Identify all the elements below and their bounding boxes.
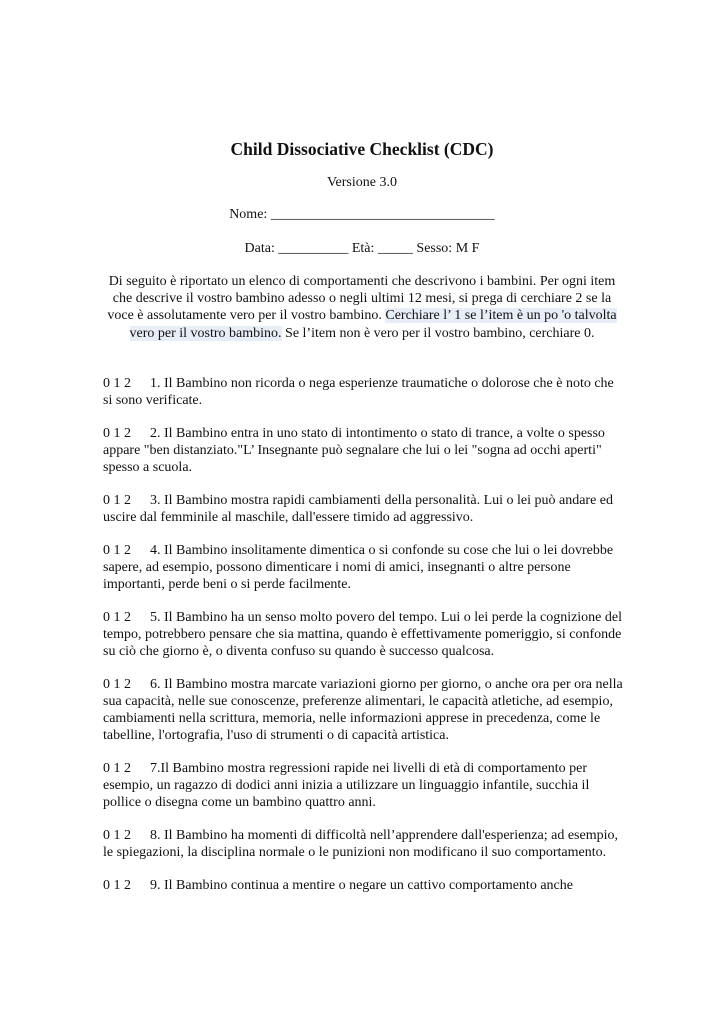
score-options: 0 1 2	[103, 426, 131, 441]
item-text: 6. Il Bambino mostra marcate variazioni giorno per giorno, o anche ora per ora nella sua capacità, nelle sue conoscenze, preferenze alimentari, le capacità atletiche, ad esempio, cambiamenti nella scrittura, memoria, nelle informazioni apprese in precedenza, come le tabelline, l'ortografia, l'uso di strumenti o di capacità artistica.	[103, 677, 623, 743]
name-field-line: Nome: ________________________________	[229, 207, 495, 222]
item-text: 2. Il Bambino entra in uno stato di intontimento o stato di trance, a volte o spesso appare "ben distanziato."L’ Insegnante può segnalare che lui o lei "sogna ad occhi aperti" spesso a scuola.	[103, 426, 605, 475]
item-text: 7.Il Bambino mostra regressioni rapide nei livelli di età di comportamento per esempio, un ragazzo di dodici anni inizia a utilizzare un linguaggio infantile, succhia il pollice o disegna come un bambino quattro anni.	[103, 761, 590, 810]
item-text: 5. Il Bambino ha un senso molto povero del tempo. Lui o lei perde la cognizione del tempo, potrebbero pensare che sia mattina, quando è effettivamente pomeriggio, si confonde su ciò che giorno è, o diventa confuso su quando è successo qualcosa.	[103, 610, 623, 659]
item-text: 3. Il Bambino mostra rapidi cambiamenti della personalità. Lui o lei può andare ed uscire dal femminile al maschile, dall'essere timido ad aggressivo.	[103, 493, 614, 525]
score-options: 0 1 2	[103, 761, 131, 776]
checklist-item-9	[103, 877, 623, 894]
checklist-item-8	[103, 827, 623, 861]
score-options: 0 1 2	[103, 493, 131, 508]
checklist-item-5	[103, 609, 623, 660]
checklist-item-2	[103, 425, 623, 476]
score-options: 0 1 2	[103, 543, 131, 558]
item-text: 1. Il Bambino non ricorda o nega esperienze traumatiche o dolorose che è noto che si sono verificate.	[103, 376, 614, 408]
date-age-sex-line: Data: __________ Età: _____ Sesso: M F	[244, 241, 480, 256]
highlighted-instruction: Cerchiare l’ 1 se l’item è un po 'o talvolta vero per il vostro bambino.	[129, 308, 617, 341]
score-options: 0 1 2	[103, 376, 131, 391]
document-title: Child Dissociative Checklist (CDC)	[230, 139, 494, 159]
score-options: 0 1 2	[103, 677, 131, 692]
checklist-item-6	[103, 676, 623, 744]
version-label: Versione 3.0	[327, 175, 397, 190]
score-options: 0 1 2	[103, 878, 131, 893]
instructions-text: Di seguito è riportato un elenco di comportamenti che descrivono i bambini. Per ogni item che descrive il vostro bambino adesso o negli ultimi 12 mesi, si prega di cerchiare 2 se la voce è assolutamente vero per il vostro bambino.	[107, 274, 616, 324]
item-text: 9. Il Bambino continua a mentire o negare un cattivo comportamento anche	[150, 878, 573, 893]
checklist-item-3	[103, 492, 623, 526]
instructions-text-end: Se l’item non è vero per il vostro bambino, cerchiare 0.	[281, 325, 595, 341]
checklist-item-7	[103, 760, 623, 811]
score-options: 0 1 2	[103, 610, 131, 625]
score-options: 0 1 2	[103, 828, 131, 843]
checklist-item-1	[103, 375, 623, 409]
item-text: 4. Il Bambino insolitamente dimentica o si confonde su cose che lui o lei dovrebbe sapere, ad esempio, possono dimenticare i nomi di amici, insegnanti o altre persone importanti, perde beni o si perde facilmente.	[103, 543, 614, 592]
checklist-item-4	[103, 542, 623, 593]
checklist-items	[103, 375, 623, 910]
item-text: 8. Il Bambino ha momenti di difficoltà nell’apprendere dall'esperienza; ad esempio, le spiegazioni, la disciplina normale o le punizioni non modificano il suo comportamento.	[103, 828, 618, 860]
instructions-paragraph	[98, 273, 626, 342]
